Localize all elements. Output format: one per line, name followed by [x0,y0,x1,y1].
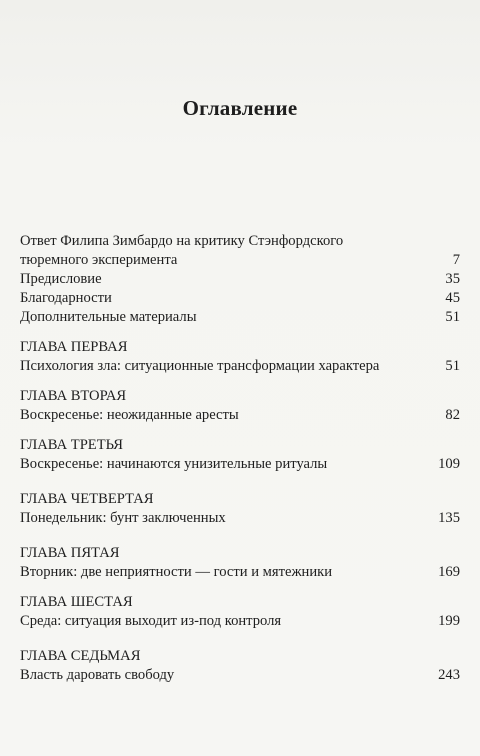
toc-page-number: 243 [438,667,460,683]
chapter-title: Среда: ситуация выходит из-под контроля [20,613,282,629]
toc-chapter-7 [20,647,460,685]
toc-page-number: 7 [452,252,460,268]
toc-chapter-3 [20,436,460,474]
toc-entry-text-line1: Ответ Филипа Зимбардо на критику Стэнфордского [20,233,344,249]
chapter-heading: ГЛАВА ВТОРАЯ [20,388,127,404]
chapter-title: Понедельник: бунт заключенных [20,510,226,526]
chapter-title: Власть даровать свободу [20,667,175,683]
table-of-contents [20,232,460,685]
toc-page-number: 169 [438,564,460,580]
toc-page-number: 199 [438,613,460,629]
toc-page-number: 51 [445,358,460,374]
toc-chapter-4 [20,490,460,528]
page-title: Оглавление [182,96,298,120]
toc-page-number: 45 [445,290,460,306]
toc-entry-text: Благодарности [20,290,112,306]
toc-entry-text: Дополнительные материалы [20,309,197,325]
chapter-title: Вторник: две неприятности — гости и мятежники [20,564,333,580]
chapter-heading: ГЛАВА ТРЕТЬЯ [20,437,123,453]
toc-page-number: 135 [438,510,460,526]
chapter-heading: ГЛАВА ШЕСТАЯ [20,594,133,610]
toc-entry-additional-materials [20,308,460,327]
toc-page-number: 35 [445,271,460,287]
chapter-title: Воскресенье: начинаются унизительные ритуалы [20,456,328,472]
chapter-title: Психология зла: ситуационные трансформации характера [20,358,380,374]
chapter-title: Воскресенье: неожиданные аресты [20,407,239,423]
toc-entry-text-line2: тюремного эксперимента [20,252,178,268]
toc-entry-text: Предисловие [20,271,102,287]
toc-chapter-1 [20,338,460,376]
toc-entry-preface [20,270,460,289]
toc-page-number: 109 [438,456,460,472]
toc-chapter-5 [20,544,460,582]
toc-page-number: 51 [445,309,460,325]
chapter-heading: ГЛАВА ПЕРВАЯ [20,339,128,355]
toc-entry-zimbardo-response [20,232,460,270]
chapter-heading: ГЛАВА ЧЕТВЕРТАЯ [20,491,154,507]
toc-chapter-2 [20,387,460,425]
chapter-heading: ГЛАВА СЕДЬМАЯ [20,648,141,664]
toc-page-number: 82 [445,407,460,423]
toc-chapter-6 [20,593,460,631]
chapter-heading: ГЛАВА ПЯТАЯ [20,545,120,561]
toc-entry-acknowledgements [20,289,460,308]
